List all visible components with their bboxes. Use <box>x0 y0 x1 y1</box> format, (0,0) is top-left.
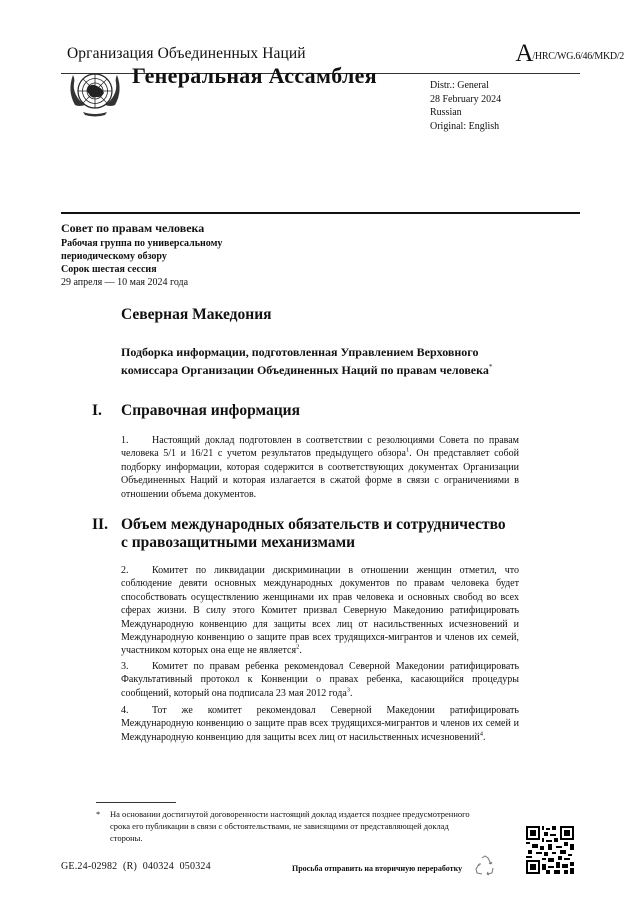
footnote-separator <box>96 802 176 803</box>
working-group-line1: Рабочая группа по универсальному <box>61 238 223 249</box>
council-block <box>61 222 222 290</box>
section-number: I. <box>92 402 102 419</box>
paragraph-3 <box>121 660 519 700</box>
compilation-title-text: Подборка информации, подготовленная Управлением Верховного комиссара Организации Объединенных Наций по правам человека <box>121 345 489 377</box>
paragraph-2 <box>121 564 519 658</box>
paragraph-number: 4. <box>121 705 129 716</box>
paragraph-number: 1. <box>121 435 129 446</box>
footnote-ref: 3 <box>346 686 351 694</box>
paragraph-number: 3. <box>121 661 129 672</box>
section-title-line1: Объем международных обязательств и сотрудничество <box>121 516 506 533</box>
recycle-text: Просьба отправить на вторичную переработку <box>292 864 463 873</box>
country-title: Северная Македония <box>121 306 272 323</box>
paragraph-text: Настоящий доклад подготовлен в соответствии с резолюциями Совета по правам человека 5/1 и 16/21 с учетом результатов предыдущего обзора <box>121 435 519 460</box>
paragraph-text-after: . <box>350 687 353 699</box>
footnote <box>96 808 480 844</box>
section-title: Справочная информация <box>121 402 300 419</box>
compilation-title <box>121 345 521 378</box>
footnote-ref: 2 <box>296 644 300 652</box>
recycle-icon <box>474 854 496 878</box>
distribution-block <box>430 79 501 133</box>
paragraph-text-after: . Он представляет собой подборку информации, которая содержится в соответствующих документах Организации Объединенных Наций и которая излагается в сжатой форме в связи с ограничениями в отношении объема документов. <box>121 448 519 500</box>
paragraph-text: Тот же комитет рекомендовал Северной Македонии ратифицировать Международную конвенцию о защите прав всех трудящихся-мигрантов и членов их семей и Международную конвенцию для защиты всех лиц от насильственных исчезновений <box>121 705 519 743</box>
qr-code-icon <box>526 826 574 874</box>
session-dates: 29 апреля — 10 мая 2024 года <box>61 277 189 288</box>
job-number: GE.24-02982 (R) 040324 050324 <box>61 861 211 872</box>
paragraph-text-after: . <box>299 645 302 657</box>
paragraph-number: 2. <box>121 565 129 576</box>
paragraph-4 <box>121 704 519 744</box>
organization-name: Организация Объединенных Наций <box>67 45 306 62</box>
section-number: II. <box>92 516 108 533</box>
section-heading-2 <box>92 516 506 552</box>
document-symbol <box>515 40 624 68</box>
footnote-star: * <box>96 809 101 819</box>
working-group-line2: периодическому обзору <box>61 251 167 262</box>
symbol-prefix: A <box>515 40 533 67</box>
distribution-language: Russian <box>430 107 462 119</box>
council-name: Совет по правам человека <box>61 221 205 235</box>
section-rule <box>61 212 580 214</box>
section-heading-1 <box>92 402 300 420</box>
section-title <box>121 516 506 552</box>
distribution-original: Original: English <box>430 120 500 132</box>
general-assembly-title: Генеральная Ассамблея <box>132 63 377 88</box>
session: Сорок шестая сессия <box>61 264 157 275</box>
distribution-date: 28 February 2024 <box>430 93 502 105</box>
section-title-line2: с правозащитными механизмами <box>121 534 356 551</box>
symbol-rest: /HRC/WG.6/46/MKD/2 <box>532 51 624 62</box>
distribution-status: Distr.: General <box>430 80 489 91</box>
un-emblem-icon <box>63 65 127 121</box>
paragraph-text-after: . <box>482 731 486 743</box>
footnote-mark: * <box>488 363 493 371</box>
paragraph-text: Комитет по ликвидации дискриминации в отношении женщин отметил, что соблюдение девяти основных международных документов по правам человека будет способствовать осуществлению женщинами их прав человека и основных свобод во всех сферах жизни. В силу этого Комитет призвал Северную Македонию ратифицировать Международную конвенцию для защиты всех лиц от насильственных исчезновений и Международную конвенцию о защите прав всех трудящихся-мигрантов и членов их семей, участником которых она еще не является <box>121 565 519 657</box>
footnote-ref: 4 <box>479 730 483 738</box>
paragraph-text: Комитет по правам ребенка рекомендовал Северной Македонии ратифицировать Факультативный протокол к Конвенции о правах ребенка, касающийся процедуры сообщений, который она подписала 23 мая 2012 года <box>121 661 519 699</box>
footnote-ref: 1 <box>406 447 410 455</box>
paragraph-1 <box>121 434 519 501</box>
footnote-text: На основании достигнутой договоренности настоящий доклад издается позднее предусмотренного срока его публикации в связи с обстоятельствами, не зависящими от представляющей доклад стороны. <box>110 809 470 843</box>
